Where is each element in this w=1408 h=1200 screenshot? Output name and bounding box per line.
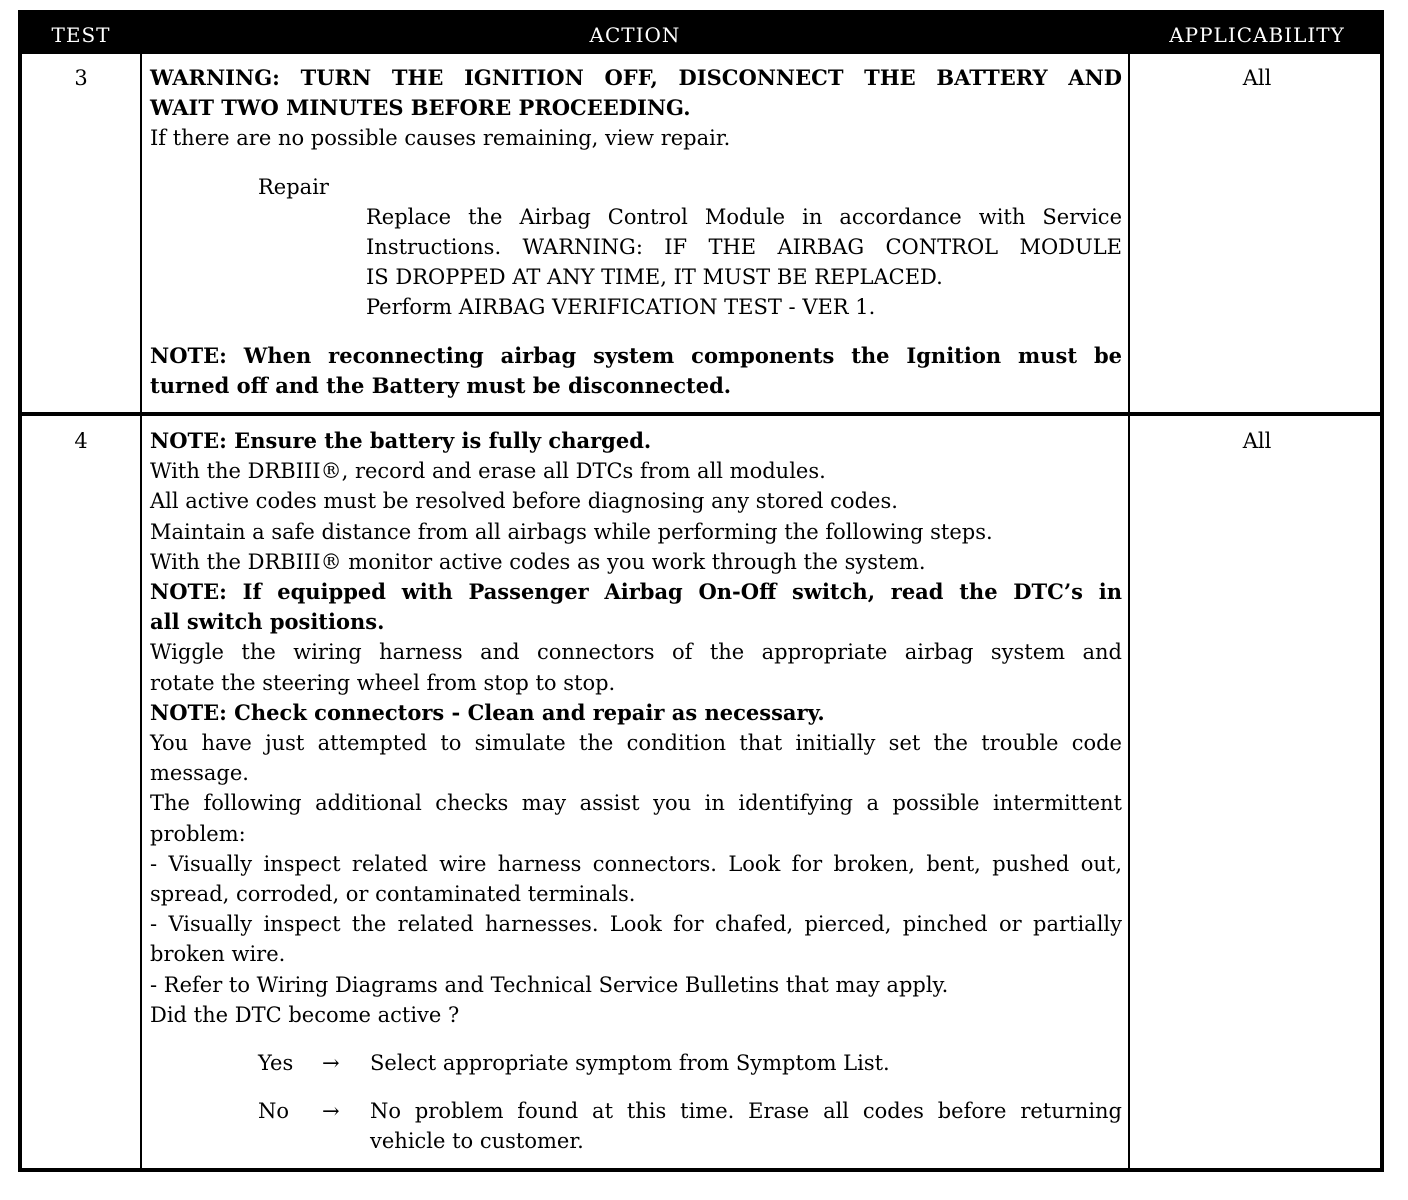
repair-text-line: Perform AIRBAG VERIFICATION TEST - VER 1. [366, 295, 876, 320]
header-action: ACTION [589, 23, 681, 47]
option-no [150, 1096, 1122, 1156]
diagnostic-table [18, 10, 1384, 1172]
instruction-line: problem: [150, 821, 246, 846]
instruction-line: With the DRBIII® monitor active codes as you work through the system. [150, 549, 926, 574]
option-text: vehicle to customer. [370, 1129, 584, 1154]
repair-text-line: Replace the Airbag Control Module in accordance with Service [366, 204, 1122, 229]
note-line: NOTE: Ensure the battery is fully charged. [150, 428, 652, 453]
column-divider [1128, 54, 1130, 1168]
applicability-4: All [1242, 429, 1272, 453]
applicability-3: All [1242, 66, 1272, 90]
test-number-4: 4 [74, 429, 88, 453]
arrow-right-icon: → [322, 1051, 340, 1076]
question-line: Did the DTC become active ? [150, 1002, 460, 1027]
note-line: NOTE: Check connectors - Clean and repair as necessary. [150, 699, 825, 725]
note-line: NOTE: When reconnecting airbag system components the Ignition must be [150, 342, 1122, 368]
option-yes [150, 1048, 1122, 1078]
table-header [22, 14, 1380, 54]
warning-line: WAIT TWO MINUTES BEFORE PROCEEDING. [150, 95, 691, 121]
instruction-line: All active codes must be resolved before diagnosing any stored codes. [150, 489, 898, 514]
instruction-line: Maintain a safe distance from all airbags while performing the following steps. [150, 519, 993, 544]
instruction-line: spread, corroded, or contaminated terminals. [150, 882, 636, 907]
test-number-3: 3 [74, 66, 88, 90]
repair-text-line: IS DROPPED AT ANY TIME, IT MUST BE REPLACED. [366, 265, 943, 290]
instruction-line: - Refer to Wiring Diagrams and Technical Service Bulletins that may apply. [150, 972, 949, 997]
instruction-line: rotate the steering wheel from stop to stop. [150, 670, 616, 695]
note-line: NOTE: If equipped with Passenger Airbag On-Off switch, read the DTC’s in [150, 579, 1122, 605]
repair-label: Repair [258, 174, 329, 199]
column-divider [140, 54, 142, 1168]
option-label: Yes [258, 1051, 294, 1076]
option-text: No problem found at this time. Erase all codes before returning [370, 1099, 1122, 1124]
instruction-line: Wiggle the wiring harness and connectors of the appropriate airbag system and [150, 640, 1122, 665]
warning-line: WARNING: TURN THE IGNITION OFF, DISCONNECT THE BATTERY AND [150, 65, 1122, 90]
action-cell-4 [150, 426, 1122, 1157]
row-divider [22, 412, 1380, 416]
note-line: all switch positions. [150, 609, 385, 635]
header-test: TEST [51, 23, 111, 47]
instruction-line: With the DRBIII®, record and erase all DTCs from all modules. [150, 459, 826, 484]
instruction-line: The following additional checks may assist you in identifying a possible intermittent [150, 791, 1122, 816]
arrow-right-icon: → [322, 1099, 340, 1124]
action-cell-3 [150, 63, 1122, 401]
header-applicability: APPLICABILITY [1169, 23, 1345, 47]
note-line: turned off and the Battery must be disconnected. [150, 372, 732, 398]
instruction-line: message. [150, 761, 249, 786]
instruction-line: You have just attempted to simulate the condition that initially set the trouble code [150, 731, 1122, 756]
option-label: No [258, 1099, 290, 1124]
option-text: Select appropriate symptom from Symptom List. [370, 1051, 890, 1076]
instruction-line: - Visually inspect the related harnesses. Look for chafed, pierced, pinched or partially [150, 912, 1122, 937]
repair-text-line: Instructions. WARNING: IF THE AIRBAG CONTROL MODULE [366, 235, 1122, 260]
instruction-line: - Visually inspect related wire harness connectors. Look for broken, bent, pushed out, [150, 851, 1122, 876]
intro-text: If there are no possible causes remaining, view repair. [150, 126, 731, 151]
instruction-line: broken wire. [150, 942, 286, 967]
